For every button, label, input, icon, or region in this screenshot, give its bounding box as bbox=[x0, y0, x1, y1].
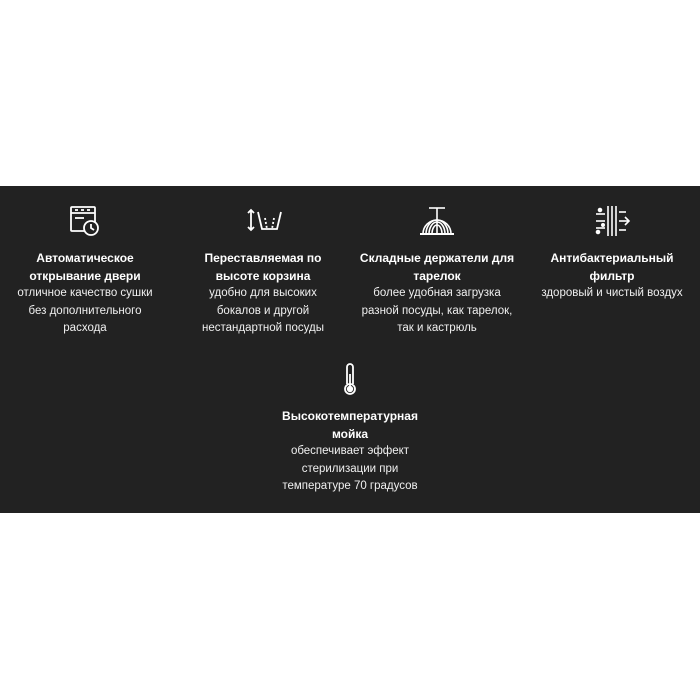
feature-plate-holders bbox=[352, 204, 522, 338]
feature-desc-line: отличное качество сушки bbox=[17, 287, 153, 299]
dishwasher-door-timer-icon bbox=[0, 204, 170, 238]
feature-title-line: Автоматическое bbox=[36, 251, 134, 265]
feature-desc-line: бокалов и другой bbox=[216, 304, 310, 317]
feature-desc-line: стерилизации при bbox=[301, 462, 399, 475]
feature-desc-line: нестандартной посуды bbox=[202, 322, 324, 334]
feature-desc-line: так и кастрюль bbox=[397, 322, 477, 334]
feature-title-line: Складные держатели для bbox=[359, 251, 515, 265]
antibacterial-filter-icon bbox=[527, 204, 697, 238]
feature-desc-line: обеспечивает эффект bbox=[290, 445, 410, 457]
feature-desc-line: температуре 70 градусов bbox=[282, 480, 418, 492]
feature-high-temp-wash bbox=[265, 362, 435, 496]
feature-title-line: высоте корзина bbox=[215, 269, 311, 283]
adjustable-basket-arrows-icon bbox=[178, 204, 348, 238]
feature-desc-line: без дополнительного bbox=[28, 304, 142, 317]
thermometer-icon bbox=[265, 362, 435, 396]
feature-title-line: Высокотемпературная bbox=[282, 409, 418, 423]
feature-title-line: тарелок bbox=[413, 269, 461, 283]
feature-title-line: открывание двери bbox=[29, 269, 141, 283]
feature-title-line: фильтр bbox=[589, 269, 635, 283]
feature-title-line: Переставляемая по bbox=[204, 251, 322, 265]
feature-desc-line: расхода bbox=[63, 322, 107, 334]
feature-title-line: мойка bbox=[331, 427, 369, 441]
feature-desc-line: разной посуды, как тарелок, bbox=[361, 304, 513, 317]
folding-plate-holder-icon bbox=[352, 204, 522, 238]
feature-desc-line: более удобная загрузка bbox=[373, 287, 501, 299]
feature-desc-line: здоровый и чистый воздух bbox=[541, 287, 683, 299]
features-panel bbox=[0, 186, 700, 513]
feature-antibacterial-filter bbox=[527, 204, 697, 303]
feature-adjustable-basket bbox=[178, 204, 348, 338]
feature-title-line: Антибактериальный bbox=[550, 251, 674, 265]
feature-auto-door bbox=[0, 204, 170, 338]
feature-desc-line: удобно для высоких bbox=[209, 287, 317, 299]
